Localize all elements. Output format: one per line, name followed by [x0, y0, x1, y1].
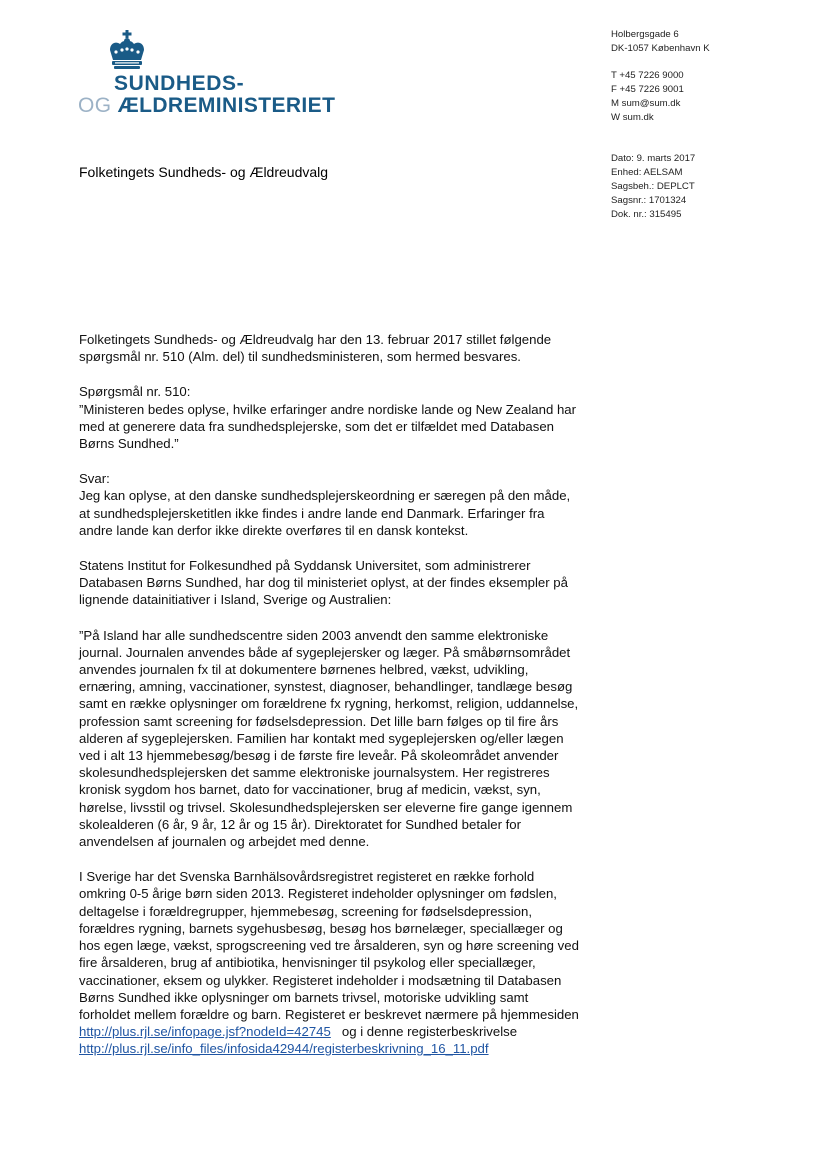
contact-phone: T +45 7226 9000: [611, 70, 684, 81]
logo-ministry-name: ÆLDREMINISTERIET: [117, 94, 336, 117]
address-line: DK-1057 København K: [611, 43, 710, 54]
answer-paragraph: ”På Island har alle sundhedscentre siden 2003 anvendt den samme elektroniske journal. Journalen anvendes både af sygeplejersker og læger. På småbørnsområdet anvendes journalen fx til at dokumentere børnenes helbred, vækst, udvikling, ernæring, amning, vaccinationer, synstest, diagnoser, behandlinger, tandlæge besøg samt en række oplysninger om forældrene fx rygning, herkomst, religion, uddannelse, profession samt screening for fødselsdepression. Det lille barn følges op til fire års alderen af sygeplejersken. Familien har kontakt med sygeplejersken og/eller lægen ved i alt 13 hjemmebesøg/besøg i de første fire leveår. På skoleområdet anvender skolesundhedsplejersken det samme elektroniske journalsystem. Her registreres kronisk sygdom hos barnet, dato for vaccinationer, brug af medicin, vækst, syn, hørelse, livsstil og trivsel. Skolesundhedsplejersken ser eleverne fire gange igennem skolealderen (6 år, 9 år, 12 år og 15 år). Direktoratet for Sundhed betaler for anvendelsen af journalen og arbejdet med denne.: [79, 627, 579, 850]
answer-paragraph: [79, 868, 579, 1057]
meta-case-officer: Sagsbeh.: DEPLCT: [611, 181, 695, 192]
question-block: [79, 383, 579, 452]
recipient: Folketingets Sundheds- og Ældreudvalg: [79, 164, 329, 180]
answer-paragraph: Jeg kan oplyse, at den danske sundhedsplejerskeordning er særegen på den måde, at sundhedsplejersketitlen ikke findes i andre lande end Danmark. Erfaringer fra andre lande kan derfor ikke direkte overføres til en dansk kontekst.: [79, 488, 571, 538]
answer-block: [79, 470, 579, 539]
logo-wordmark-line1: SUNDHEDS-: [114, 72, 245, 95]
meta-document-number: Dok. nr.: 315495: [611, 209, 682, 220]
logo-wordmark-line2: [78, 95, 335, 117]
logo-og: OG: [78, 94, 112, 117]
sweden-text: I Sverige har det Svenska Barnhälsovårdsregistret registeret en række forhold omkring 0-5 årige børn siden 2013. Registeret indeholder oplysninger om fødslen, deltagelse i forældregrupper, hjemmebesøg, screening for fødselsdepression, forældres rygning, barnets sygehusbesøg, besøg hos børnelæger, speciallæger og hos egen læge, vækst, sprogscreening ved tre årsalderen, syn og høre screening ved fire årsalderen, brug af antibiotika, henvisninger til psykolog eller speciallæger, vaccinationer, eksem og ulykker. Registeret indeholder i modsætning til Databasen Børns Sundhed ikke oplysninger om barnets trivsel, motoriske udvikling samt forholdet mellem forældre og barn. Registeret er beskrevet nærmere på hjemmesiden: [79, 869, 579, 1022]
contact-mail: M sum@sum.dk: [611, 98, 681, 109]
document-metadata: [611, 152, 695, 222]
answer-heading: Svar:: [79, 471, 110, 487]
royal-crown-icon: [106, 30, 148, 70]
question-heading: Spørgsmål nr. 510:: [79, 384, 191, 400]
register-homepage-link[interactable]: http://plus.rjl.se/infopage.jsf?nodeId=42745: [79, 1024, 331, 1040]
contact-fax: F +45 7226 9001: [611, 84, 684, 95]
meta-case-number: Sagsnr.: 1701324: [611, 195, 687, 206]
letter-body: [79, 331, 579, 1076]
meta-unit: Enhed: AELSAM: [611, 167, 683, 178]
sender-contact: [611, 69, 684, 125]
sender-address: [611, 28, 710, 56]
answer-paragraph: Statens Institut for Folkesundhed på Syddansk Universitet, som administrerer Databasen Børns Sundhed, har dog til ministeriet oplyst, at der findes eksempler på lignende datainitiativer i Island, Sverige og Australien:: [79, 558, 568, 608]
intro-paragraph: Folketingets Sundheds- og Ældreudvalg har den 13. februar 2017 stillet følgende spørgsmål nr. 510 (Alm. del) til sundhedsministeren, som hermed besvares.: [79, 332, 552, 365]
register-description-link[interactable]: http://plus.rjl.se/info_files/infosida42944/registerbeskrivning_16_11.pdf: [79, 1041, 489, 1057]
contact-web: W sum.dk: [611, 112, 654, 123]
meta-date: Dato: 9. marts 2017: [611, 153, 696, 164]
sweden-text-continued: og i denne registerbeskrivelse: [341, 1024, 518, 1040]
address-line: Holbergsgade 6: [611, 29, 679, 40]
question-text: ”Ministeren bedes oplyse, hvilke erfaringer andre nordiske lande og New Zealand har med at generere data fra sundhedsplejerske, som det er tilfældet med Databasen Børns Sundhed.”: [79, 401, 577, 452]
